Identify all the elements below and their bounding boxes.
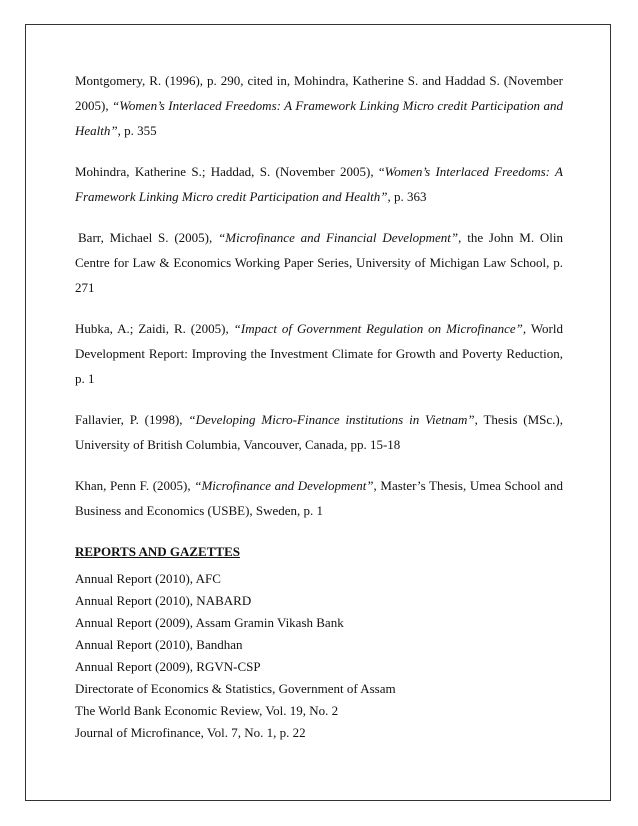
reference-text: World Development Report: Improving the Investment Climate for Growth and Poverty Reduction, p. 1 (75, 321, 563, 386)
reference-text: , Master’s Thesis, Umea School and Business and Economics (USBE), Sweden, p. 1 (75, 478, 563, 518)
reference-text: Mohindra, Katherine S.; Haddad, S. (November 2005), “ (75, 164, 385, 179)
reference-text: , the John M. Olin Centre for Law & Economics Working Paper Series, University of Michigan Law School, p. 271 (75, 230, 563, 295)
reference-title: “Microfinance and Development” (194, 478, 374, 493)
reference-text: Fallavier, P. (1998), (75, 412, 189, 427)
document-body (75, 68, 563, 744)
reference-entry (75, 225, 563, 300)
reference-text: , Thesis (MSc.), University of British Columbia, Vancouver, Canada, pp. 15-18 (75, 412, 563, 452)
reference-entry (75, 473, 563, 523)
reference-text: , p. 355 (117, 123, 157, 138)
reference-title: “Women’s Interlaced Freedoms: A Framework Linking Micro credit Participation and Health” (75, 98, 563, 138)
reference-title: “Microfinance and Financial Development” (218, 230, 459, 245)
reports-list (75, 568, 563, 744)
list-item: Annual Report (2009), RGVN-CSP (75, 659, 261, 674)
reference-title: “Developing Micro-Finance institutions in Vietnam” (188, 412, 475, 427)
reference-text: Khan, Penn F. (2005), (75, 478, 195, 493)
list-item: Annual Report (2010), NABARD (75, 593, 252, 608)
reference-entry (75, 68, 563, 143)
list-item: The World Bank Economic Review, Vol. 19, No. 2 (75, 703, 339, 718)
reference-text: p. 363 (390, 189, 427, 204)
reference-entry (75, 316, 563, 391)
reference-title: Women’s Interlaced Freedoms: A Framework Linking Micro credit Participation and Health”, (75, 164, 563, 204)
section-heading: REPORTS AND GAZETTES (75, 544, 240, 559)
list-item: Journal of Microfinance, Vol. 7, No. 1, p. 22 (75, 725, 306, 740)
list-item: Annual Report (2010), AFC (75, 571, 221, 586)
list-item: Directorate of Economics & Statistics, Government of Assam (75, 681, 396, 696)
list-item: Annual Report (2010), Bandhan (75, 637, 243, 652)
reference-text: Hubka, A.; Zaidi, R. (2005), (75, 321, 234, 336)
list-item: Annual Report (2009), Assam Gramin Vikash Bank (75, 615, 344, 630)
reference-title: “Impact of Government Regulation on Microfinance”, (233, 321, 527, 336)
reference-text: Barr, Michael S. (2005), (78, 230, 219, 245)
reference-text: Montgomery, R. (1996), p. 290, cited in, Mohindra, Katherine S. and Haddad S. (November 2005), (75, 73, 563, 113)
reference-entry (75, 159, 563, 209)
reference-entry (75, 407, 563, 457)
